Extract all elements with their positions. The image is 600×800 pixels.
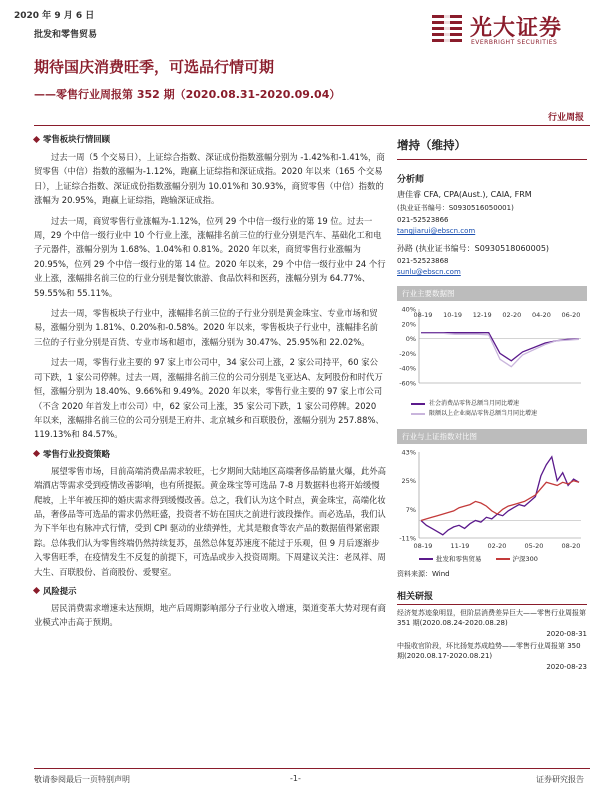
y-tick-label: 25%: [401, 477, 416, 486]
analyst-cert: (执业证书编号：S0930516050001): [397, 204, 514, 212]
section-heading-market-review: 零售板块行情回顾: [34, 133, 386, 145]
page-number: -1-: [290, 774, 301, 783]
analyst-1: [397, 189, 587, 235]
related-divider: [397, 604, 587, 605]
report-type: 行业周报: [547, 113, 584, 123]
related-item-text: 中报收官阶段，坏比扬复苏成趋势——零售行业周报第 350 期(2020.08.17-2020.08.21): [397, 642, 581, 660]
paragraph: 过去一周，零售板块子行业中，涨幅排名前三位的子行业分别是黄金珠宝、专业市场和贸易，涨幅分别为 1.81%、0.20%和-0.58%。2020 年以来，零售板块子行业中，涨幅排名前三位的子行业分别是百货、专业市场和超市，涨幅分别为 30.47%、25.95%和 22.02%。: [34, 308, 378, 347]
report-subtitle: ——零售行业周报第 352 期（2020.08.31-2020.09.04）: [34, 88, 341, 101]
related-item-date: 2020-08-31: [546, 630, 587, 638]
main-body: [34, 133, 386, 636]
x-tick-label: 08-19: [413, 311, 433, 319]
analyst-email[interactable]: sunlu@ebscn.com: [397, 268, 461, 276]
y-tick-label: -40%: [399, 364, 416, 373]
legend-item: 限额以上企业商品零售总额当月同比增速: [411, 409, 587, 419]
related-item[interactable]: [397, 608, 587, 638]
x-tick-label: 05-20: [524, 542, 544, 550]
related-heading: 相关研报: [397, 592, 434, 602]
y-tick-label: 43%: [401, 448, 416, 457]
y-tick-label: 20%: [401, 320, 416, 329]
paragraph: 居民消费需求增速未达预期，地产后周期影响部分子行业收入增速，渠道变革大势对现有商业模式冲击高于预期。: [34, 602, 386, 628]
chart-1-legend: [411, 399, 587, 419]
legend-swatch-icon: [419, 558, 433, 560]
paragraph: 展望零售市场，目前高端消费品需求较旺，七夕期间大陆地区高端奢侈品销量火爆，此外高端酒店等需求受到疫情改善影响，也有所提振。黄金珠宝等可选品 7-8 月数据料也将开始缓慢爬坡，上半年被压抑的婚庆需求得到缓慢改善。总之，我们认为这个时点，黄金珠宝，高端化妆品，奢侈品等可选品的需求仍然旺盛，投资者不妨在国庆之前进行波段操作。而必选品，我们认为下半年也有脉冲式行情，受到 CPI 驱动的业绩弹性，尤其是粮食等农产品的数据值得紧密跟踪。总体我们认为零售终端仍然持续复苏，虽然总体复苏速度不能过于乐观，但 9 月后逐渐步入零售旺季，在疫情发生不反复的前提下，可选品或步入投资周期。下周建议关注：老凤祥、周大生、百联股份、首商股份、爱婴室。: [34, 465, 386, 577]
y-tick-label: 0%: [405, 335, 416, 344]
side-column: [397, 133, 587, 671]
y-tick-label: 7%: [405, 505, 416, 514]
related-item[interactable]: [397, 641, 587, 671]
x-tick-label: 06-20: [561, 311, 581, 319]
section-heading-risk: 风险提示: [34, 585, 386, 597]
chart-2-title-bar: 行业与上证指数对比图: [397, 429, 587, 444]
industry-name: 批发和零售贸易: [34, 30, 98, 40]
paragraph: 过去一周，商贸零售行业涨幅为-1.12%，位列 29 个中信一级行业的第 19 位。过去一周，29 个中信一级行业中 10 个行业上涨，涨幅排名前三位的行业分别是汽车、基础化工和电子元器件，涨幅分别为 1.68%、1.04%和 0.81%。2020 年以来，商贸零售行业涨幅为 20.95%，位列 29 个中信一级行业的第 14 位。2020 年以来，29 个中信一级行业中 24 个行业上涨，涨幅排名前三位的行业分别是餐饮旅游、食品饮料和医药，涨幅分别为 64.77%、59.55%和 55.11%。: [34, 215, 386, 298]
diamond-bullet-icon: [33, 587, 40, 594]
analyst-name: 唐佳睿 CFA, CPA(Aust.), CAIA, FRM: [397, 190, 532, 199]
legend-item: 社会消费品零售总额当月同比增速: [411, 399, 587, 409]
section-heading-strategy: 零售行业投资策略: [34, 448, 386, 460]
chart-2-legend: [419, 554, 587, 563]
x-tick-label: 08-19: [413, 542, 433, 550]
rating-divider: [397, 159, 587, 160]
related-item-text: 经济复苏迹象明显，但阶层消费差异巨大——零售行业周报第 351 期(2020.08.24-2020.08.28): [397, 609, 586, 627]
x-tick-label: 02-20: [502, 311, 522, 319]
analyst-phone: 021-52523868: [397, 257, 449, 265]
legend-item: 沪深300: [496, 554, 538, 563]
footer-report-label: 证券研究报告: [536, 775, 584, 784]
legend-swatch-icon: [411, 403, 425, 405]
chart-retail-sales: [397, 301, 587, 399]
analyst-name: 孙路 (执业证书编号：S0930518060005): [397, 244, 550, 253]
related-item-date: 2020-08-23: [546, 663, 587, 671]
x-tick-label: 08-20: [561, 542, 581, 550]
x-tick-label: 02-20: [487, 542, 507, 550]
diamond-bullet-icon: [33, 450, 40, 457]
analyst-phone: 021-52523866: [397, 216, 449, 224]
footer-disclaimer[interactable]: 敬请参阅最后一页特别声明: [34, 775, 130, 784]
analyst-heading: 分析师: [397, 175, 425, 185]
x-tick-label: 04-20: [531, 311, 551, 319]
diamond-bullet-icon: [33, 135, 40, 142]
logo-text-en: EVERBRIGHT SECURITIES: [471, 39, 558, 46]
legend-item: 批发和零售贸易: [419, 554, 482, 563]
x-tick-label: 10-19: [443, 311, 463, 319]
report-date: 2020 年 9 月 6 日: [14, 11, 95, 21]
report-title: 期待国庆消费旺季，可选品行情可期: [34, 58, 275, 76]
series-line: [421, 333, 579, 361]
x-tick-label: 12-19: [472, 311, 492, 319]
chart-industry-vs-index: [397, 444, 587, 554]
y-tick-label: -60%: [399, 379, 416, 388]
chart-source: 资料来源：Wind: [397, 570, 450, 578]
y-tick-label: -20%: [399, 349, 416, 358]
logo-mark-icon: [430, 11, 464, 47]
title-divider: [34, 125, 590, 126]
paragraph: 过去一周（5 个交易日），上证综合指数、深证成份指数涨幅分别为 -1.42%和-1.41%，商贸零售（中信）指数的涨幅为-1.12%，跑赢上证综指和深证成指。2020 年以来（165 个交易日），上证综合指数、深证成份指数涨幅分别为 10.01%和 30.93%，商贸零售（中信）指数的涨幅为 20.95%，跑赢上证综指，跑输深证成指。: [34, 152, 385, 206]
legend-swatch-icon: [496, 558, 510, 560]
x-tick-label: 11-19: [450, 542, 470, 550]
company-logo: [430, 9, 590, 51]
y-tick-label: 40%: [401, 305, 416, 314]
analyst-2: [397, 243, 587, 276]
footer-divider: [34, 768, 590, 769]
analyst-email[interactable]: tangjiarui@ebscn.com: [397, 227, 476, 235]
logo-text-cn: 光大证券: [470, 15, 563, 41]
series-line: [421, 457, 579, 535]
y-tick-label: -11%: [399, 534, 416, 543]
rating: 增持（维持）: [397, 138, 466, 152]
legend-swatch-icon: [411, 413, 425, 415]
chart-1-title-bar: 行业主要数据图: [397, 286, 587, 301]
paragraph: 过去一周，零售行业主要的 97 家上市公司中，34 家公司上涨，2 家公司持平，60 家公司下跌，1 家公司停牌。过去一周，涨幅排名前三位的公司分别是飞亚达A、友阿股份和时代万恒，涨幅分别为 18.40%、9.66%和 9.49%。2020 年以来，零售行业主要的 97 家上市公司（不含 2020 年首发上市公司）中，62 家公司上涨，35 家公司下跌，1 家公司停牌。2020 年以来，涨幅排名前三位的公司分别是王府井、北京城乡和百联股份，涨幅分别为 257.88%、119.13%和 84.57%。: [34, 357, 384, 440]
